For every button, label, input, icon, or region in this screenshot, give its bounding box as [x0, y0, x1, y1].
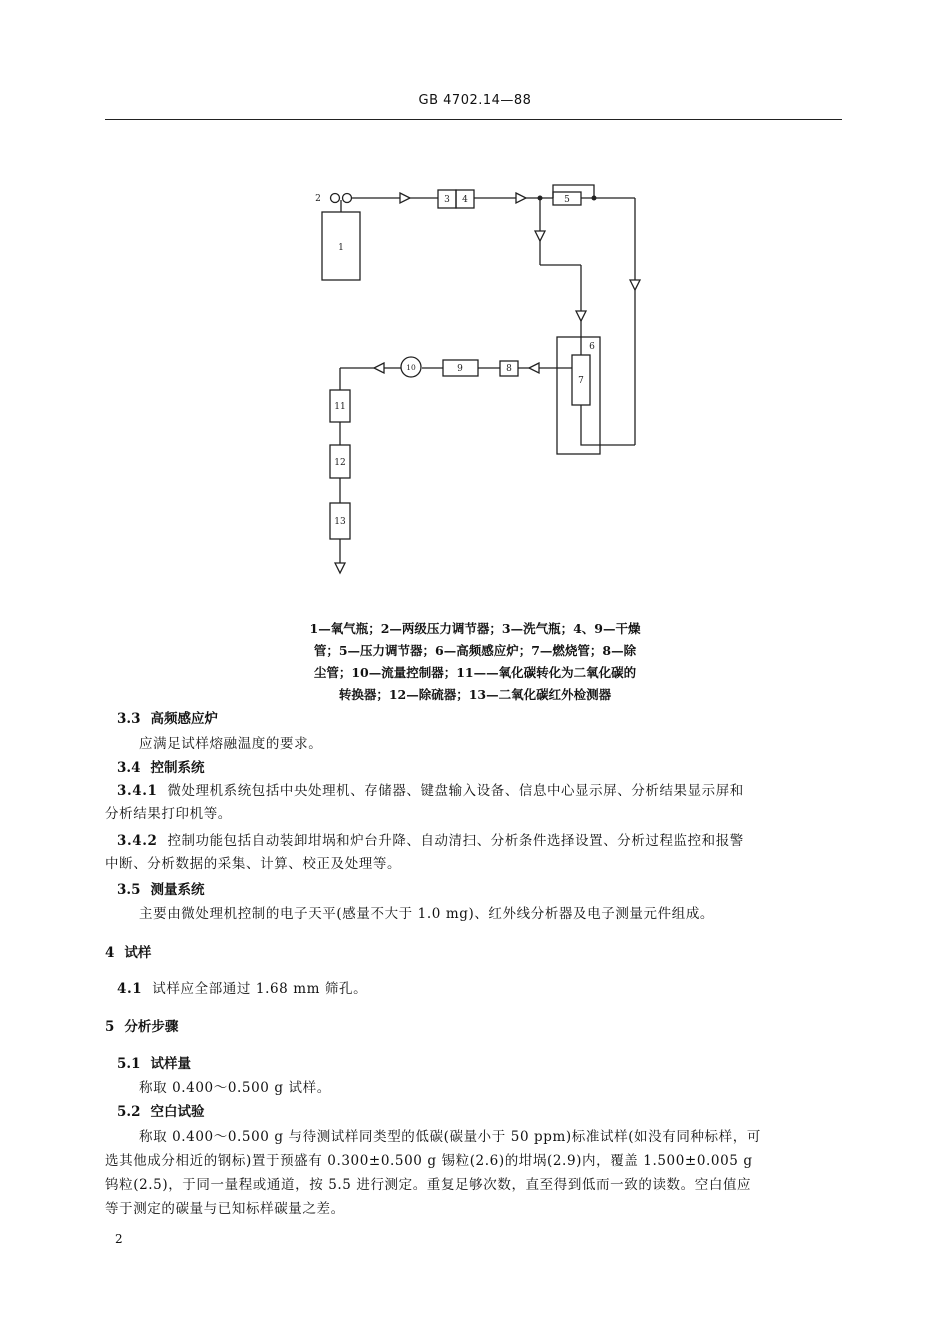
- section-3-4-1: [117, 780, 845, 803]
- diagram-label-7: 7: [578, 376, 584, 386]
- apparatus-diagram: [0, 0, 950, 600]
- section-5-2-line-3: 钨粒(2.5)，于同一量程或通道，按 5.5 进行测定。重复足够次数，直至得到低而一致的读数。空白值应: [105, 1177, 752, 1193]
- section-number: 3.3: [117, 711, 141, 727]
- section-number: 3.4.2: [117, 833, 158, 849]
- document-header: GB 4702.14—88: [418, 93, 532, 108]
- caption-line: 1—氧气瓶；2—两级压力调节器；3—洗气瓶；4、9—干燥: [309, 621, 641, 636]
- paragraph-line: 微处理机系统包括中央处理机、存储器、键盘输入设备、信息中心显示屏、分析结果显示屏和: [167, 783, 744, 799]
- page-number: 2: [115, 1232, 123, 1246]
- caption-line: 管；5—压力调节器；6—高频感应炉；7—燃烧管；8—除: [313, 643, 637, 658]
- section-number: 3.5: [117, 882, 141, 898]
- section-5-heading: [105, 1016, 178, 1038]
- diagram-label-2: 2: [315, 194, 321, 204]
- section-5-2-line-4: 等于测定的碳量与已知标样碳量之差。: [105, 1201, 345, 1217]
- paragraph-line: 试样应全部通过 1.68 mm 筛孔。: [152, 981, 368, 997]
- section-3-3-heading: [117, 708, 218, 730]
- section-title: 试样量: [150, 1056, 191, 1072]
- section-number: 4: [105, 945, 115, 961]
- section-title: 分析步骤: [124, 1019, 179, 1035]
- section-5-2-line-1: 称取 0.400～0.500 g 与待测试样同类型的低碳(碳量小于 50 ppm)标准试样(如没有同种标样，可: [139, 1129, 761, 1145]
- section-number: 5: [105, 1019, 115, 1035]
- diagram-label-9: 9: [457, 364, 463, 374]
- section-title: 控制系统: [150, 760, 205, 776]
- diagram-label-11: 11: [334, 402, 346, 412]
- section-4-1: [117, 978, 367, 1001]
- section-number: 3.4.1: [117, 783, 158, 799]
- diagram-label-4: 4: [462, 195, 468, 205]
- section-5-1-body: 称取 0.400～0.500 g 试样。: [139, 1080, 331, 1096]
- figure-caption: [250, 618, 700, 706]
- section-5-1-heading: [117, 1053, 191, 1075]
- diagram-label-13: 13: [334, 517, 346, 527]
- paragraph-line: 控制功能包括自动装卸坩埚和炉台升降、自动清扫、分析条件选择设置、分析过程监控和报警: [167, 833, 744, 849]
- section-3-4-1-cont: 分析结果打印机等。: [105, 806, 232, 822]
- diagram-label-3: 3: [444, 195, 450, 205]
- diagram-label-6: 6: [589, 342, 595, 352]
- caption-line: 尘管；10—流量控制器；11——氧化碳转化为二氧化碳的: [313, 665, 637, 680]
- two-stage-regulator: [331, 194, 340, 203]
- diagram-label-12: 12: [334, 458, 346, 468]
- section-5-2-heading: [117, 1101, 205, 1123]
- section-3-5-heading: [117, 879, 205, 901]
- diagram-label-8: 8: [506, 364, 512, 374]
- diagram-label-5: 5: [564, 195, 570, 205]
- diagram-label-10: 10: [406, 363, 416, 372]
- section-number: 3.4: [117, 760, 141, 776]
- caption-line: 转换器；12—除硫器；13—二氧化碳红外检测器: [338, 687, 612, 702]
- section-title: 试样: [124, 945, 152, 961]
- section-title: 测量系统: [150, 882, 205, 898]
- section-3-4-2: [117, 830, 845, 853]
- section-title: 高频感应炉: [150, 711, 218, 727]
- section-3-3-body: 应满足试样熔融温度的要求。: [139, 736, 323, 752]
- section-4-heading: [105, 942, 151, 964]
- section-number: 5.1: [117, 1056, 141, 1072]
- section-3-4-2-cont: 中断、分析数据的采集、计算、校正及处理等。: [105, 856, 402, 872]
- section-title: 空白试验: [150, 1104, 205, 1120]
- section-3-4-heading: [117, 757, 205, 779]
- section-3-5-body: 主要由微处理机控制的电子天平(感量不大于 1.0 mg)、红外线分析器及电子测量元件组成。: [139, 906, 715, 922]
- diagram-label-1: 1: [338, 243, 344, 253]
- section-number: 5.2: [117, 1104, 141, 1120]
- section-number: 4.1: [117, 981, 143, 997]
- section-5-2-line-2: 选其他成分相近的钢标)置于预盛有 0.300±0.500 g 锡粒(2.6)的坩埚(2.9)内，覆盖 1.500±0.005 g: [105, 1153, 753, 1169]
